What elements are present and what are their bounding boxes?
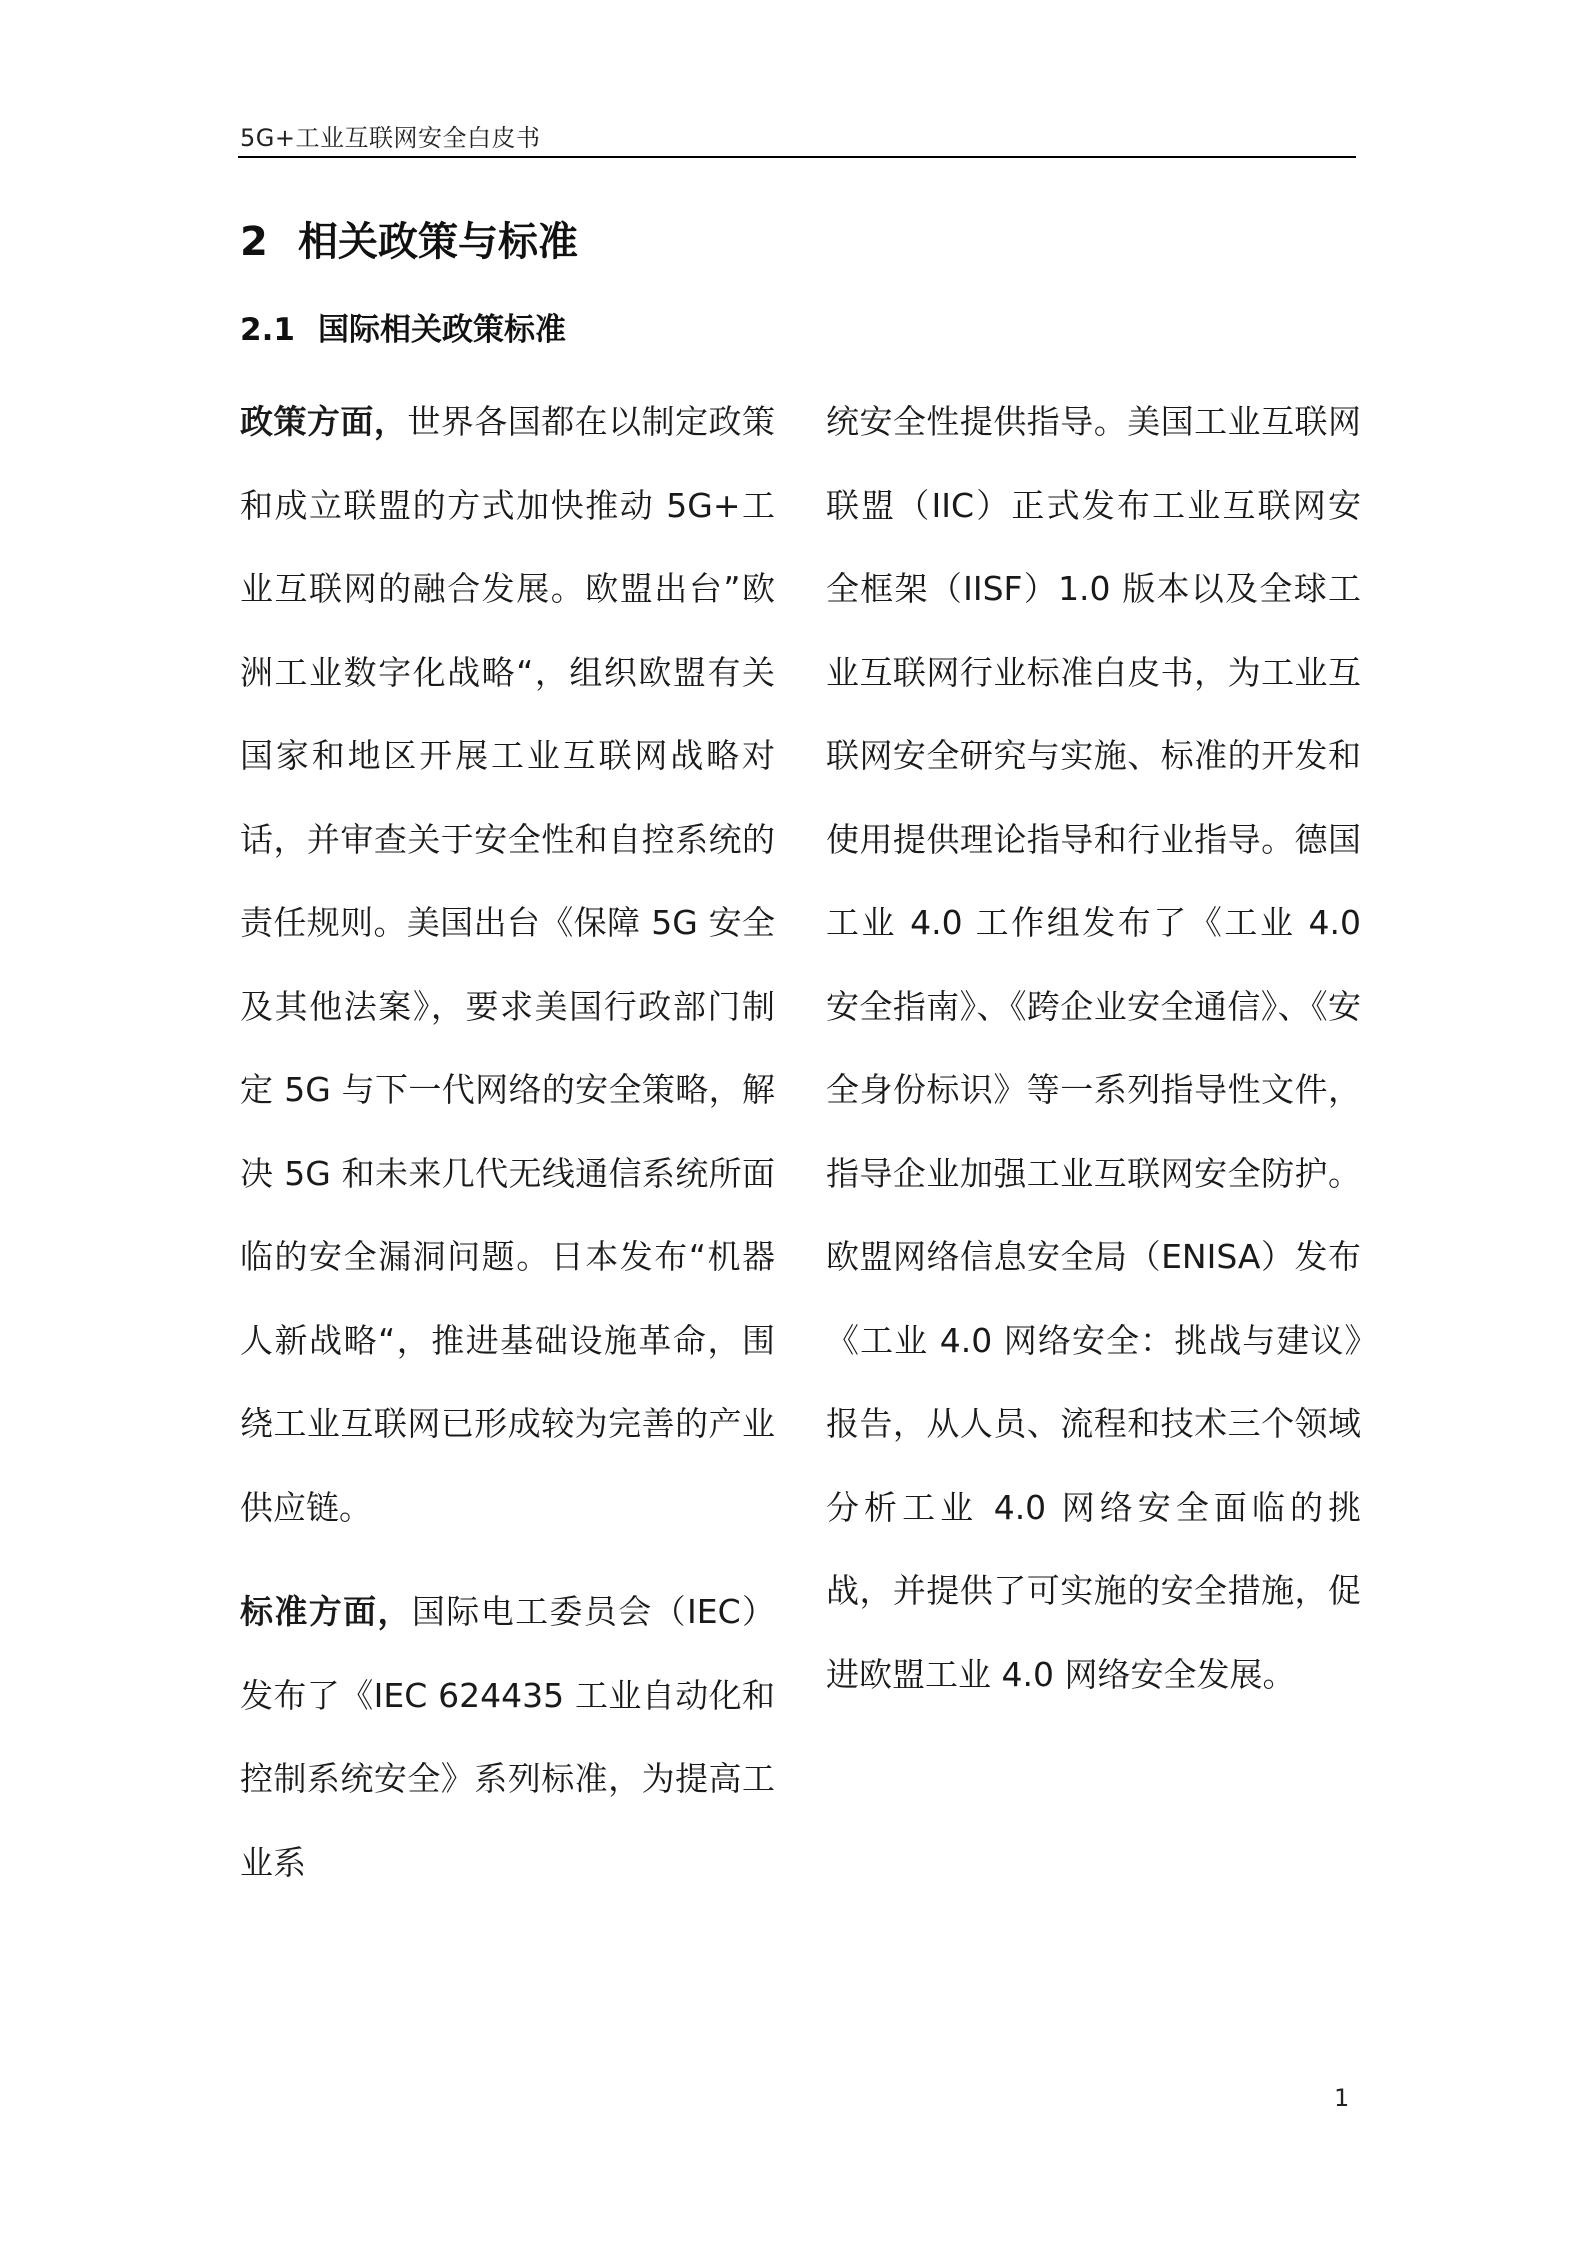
standard-paragraph: [240, 1570, 775, 1904]
policy-text: 世界各国都在以制定政策和成立联盟的方式加快推动 5G+工业互联网的融合发展。欧盟出台”欧洲工业数字化战略“，组织欧盟有关国家和地区开展工业互联网战略对话，并审查关于安全性和自控系统的责任规则。美国出台《保障 5G 安全及其他法案》，要求美国行政部门制定 5G 与下一代网络的安全策略，解决 5G 和未来几代无线通信系统所面临的安全漏洞问题。日本发布“机器人新战略“，推进基础设施革命，围绕工业互联网已形成较为完善的产业供应链。: [240, 402, 776, 1527]
running-header: 5G+工业互联网安全白皮书: [240, 124, 541, 152]
page-number: 1: [1334, 2084, 1350, 2112]
standard-lead: 标准方面，: [240, 1592, 412, 1631]
policy-lead: 政策方面，: [240, 402, 408, 441]
standard-paragraph-continued: 统安全性提供指导。美国工业互联网联盟（IIC）正式发布工业互联网安全框架（IISF）1.0 版本以及全球工业互联网行业标准白皮书，为工业互联网安全研究与实施、标准的开发和使用提供理论指导和行业指导。德国工业 4.0 工作组发布了《工业 4.0 安全指南》、《跨企业安全通信》、《安全身份标识》等一系列指导性文件，指导企业加强工业互联网安全防护。欧盟网络信息安全局（ENISA）发布《工业 4.0 网络安全：挑战与建议》报告，从人员、流程和技术三个领域分析工业 4.0 网络安全面临的挑战，并提供了可实施的安全措施，促进欧盟工业 4.0 网络安全发展。: [826, 402, 1361, 1694]
left-column: [240, 380, 775, 1904]
section-title: 国际相关政策标准: [318, 312, 566, 348]
section-heading: [240, 304, 566, 349]
section-number: 2.1: [240, 312, 295, 348]
policy-paragraph: [240, 380, 775, 1549]
chapter-number: 2: [240, 219, 268, 265]
standard-text: 国际电工委员会（IEC）发布了《IEC 624435 工业自动化和控制系统安全》系列标准，为提高工业系: [240, 1592, 776, 1882]
header-divider: [238, 156, 1356, 158]
chapter-title: 相关政策与标准: [298, 219, 578, 265]
chapter-heading: [240, 210, 578, 267]
right-column: [826, 380, 1361, 1716]
